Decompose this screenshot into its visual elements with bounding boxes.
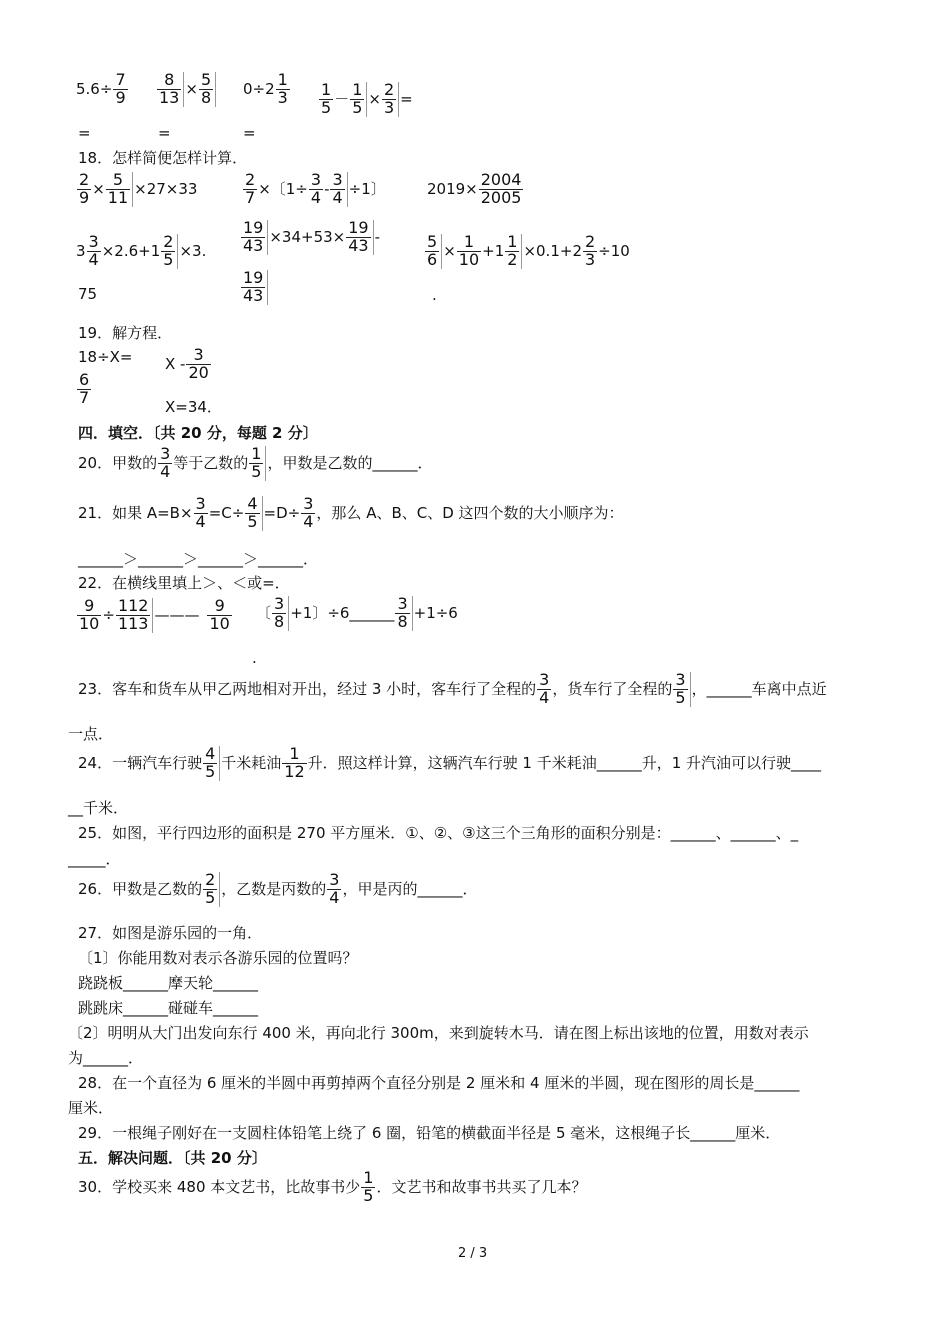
- p17-eq-3: =: [243, 124, 256, 142]
- q23: 23．客车和货车从甲乙两地相对开出，经过 3 小时，客车行了全程的 $\frac{3}{4}$ ，货车行了全程的 $\frac{3}{5}$ ，______车离中点近: [78, 670, 827, 707]
- q27-sub1: 〔1〕你能用数对表示各游乐园的位置吗？: [78, 949, 358, 967]
- q18-expr-1: $\frac{2}{9}$ × $\frac{5}{11}$ ×27×33: [79, 170, 198, 207]
- q28-cont: 厘米．: [68, 1099, 114, 1117]
- q22-title: 22．在横线里填上＞、＜或=．: [78, 574, 290, 592]
- q18-expr-5-cont: $\frac{19}{43}$: [240, 270, 269, 305]
- p17-expr-1: 5.6÷ $\frac{7}{9}$: [76, 70, 126, 107]
- q24-cont: __千米．: [68, 799, 129, 817]
- q19-eq1: 18÷X=: [78, 348, 133, 366]
- p17-expr-4: $\frac{1}{5}$ － $\frac{1}{5}$ × $\frac{2}{3}$ =: [321, 80, 413, 117]
- q19-eq2-cont: X=34．: [165, 398, 222, 416]
- q23-cont: 一点．: [68, 725, 114, 743]
- section-5-heading: 五．解决问题．〔共 20 分〕: [78, 1149, 267, 1167]
- q19-eq2: X - $\frac{3}{20}$: [165, 345, 209, 382]
- q22-dot: .: [252, 649, 257, 667]
- q25-cont: _____．: [68, 850, 121, 868]
- q19-eq1-frac: $\frac{6}{7}$: [79, 370, 90, 407]
- q24: 24．一辆汽车行驶 $\frac{4}{5}$ 千米耗油 $\frac{1}{12}$ 升．照这样计算，这辆汽车行驶 1 千米耗油______升，1 升汽油可以行驶____: [78, 744, 822, 781]
- q30: 30．学校买来 480 本文艺书，比故事书少 $\frac{1}{5}$ ．文艺书和故事书共买了几本？: [78, 1168, 587, 1205]
- q20: 20．甲数的 $\frac{3}{4}$ 等于乙数的 $\frac{1}{5}$ ，甲数是乙数的______．: [78, 444, 433, 481]
- q27-row1: 跷跷板______摩天轮______: [78, 974, 259, 992]
- q27-sub2-cont: 为______．: [68, 1049, 144, 1067]
- page-number: 2 / 3: [458, 1246, 488, 1261]
- q18-expr-6-dot: .: [432, 286, 437, 304]
- q25: 25．如图，平行四边形的面积是 270 平方厘米．①、②、③这三个三角形的面积分别是：______、______、_: [78, 824, 799, 842]
- q22-expr-1: $\frac{9}{10}$ ÷ $\frac{112}{113}$ ——— $\frac{9}{10}$: [79, 596, 230, 633]
- q27-sub2: 〔2〕明明从大门出发向东行 400 米，再向北行 300m，来到旋转木马．请在图上标出该地的位置，用数对表示: [68, 1024, 809, 1042]
- q21-answer-line[interactable]: ______＞______＞______＞______．: [78, 550, 319, 568]
- q18-expr-4-cont: 75: [78, 285, 98, 303]
- p17-expr-2: $\frac{8}{13}$ × $\frac{5}{8}$: [156, 72, 217, 107]
- q21: 21．如果 A=B× $\frac{3}{4}$ =C÷ $\frac{4}{5}$ =D÷ $\frac{3}{4}$ ，那么 A、B、C、D 这四个数的大小顺序为：: [78, 494, 624, 531]
- q26: 26．甲数是乙数的 $\frac{2}{5}$ ，乙数是丙数的 $\frac{3}{4}$ ，甲是丙的______．: [78, 870, 478, 907]
- q28: 28．在一个直径为 6 厘米的半圆中再剪掉两个直径分别是 2 厘米和 4 厘米的半圆，现在图形的周长是______: [78, 1074, 800, 1092]
- q22-expr-2: 〔 $\frac{3}{8}$ +1〕÷6______ $\frac{3}{8}$ +1÷6: [256, 594, 458, 631]
- q18-expr-2: $\frac{2}{7}$ ×〔1÷ $\frac{3}{4}$ - $\frac{3}{4}$ ÷1〕: [245, 170, 386, 207]
- q18-expr-5: $\frac{19}{43}$ ×34+53× $\frac{19}{43}$ -: [243, 218, 381, 255]
- q18-expr-3: 2019× $\frac{2004}{2005}$: [427, 170, 522, 207]
- q27-title: 27．如图是游乐园的一角．: [78, 924, 263, 942]
- q29: 29．一根绳子刚好在一支圆柱体铅笔上绕了 6 圈，铅笔的横截面半径是 5 毫米，这根绳子长______厘米．: [78, 1124, 781, 1142]
- q18-expr-6: $\frac{5}{6}$ × $\frac{1}{10}$ +1 $\frac{1}{2}$ ×0.1+2 $\frac{2}{3}$ ÷10: [427, 232, 630, 269]
- q27-row2: 跳跳床______碰碰车______: [78, 999, 259, 1017]
- q18-title: 18．怎样简便怎样计算．: [78, 149, 248, 167]
- p17-eq-1: =: [78, 124, 91, 142]
- p17-eq-2: =: [158, 124, 171, 142]
- p17-expr-3: 0÷2 $\frac{1}{3}$: [243, 70, 288, 107]
- q18-expr-4: 3 $\frac{3}{4}$ ×2.6+1 $\frac{2}{5}$ ×3.: [76, 232, 207, 269]
- section-4-heading: 四．填空．〔共 20 分，每题 2 分〕: [78, 424, 318, 442]
- q19-title: 19．解方程．: [78, 324, 173, 342]
